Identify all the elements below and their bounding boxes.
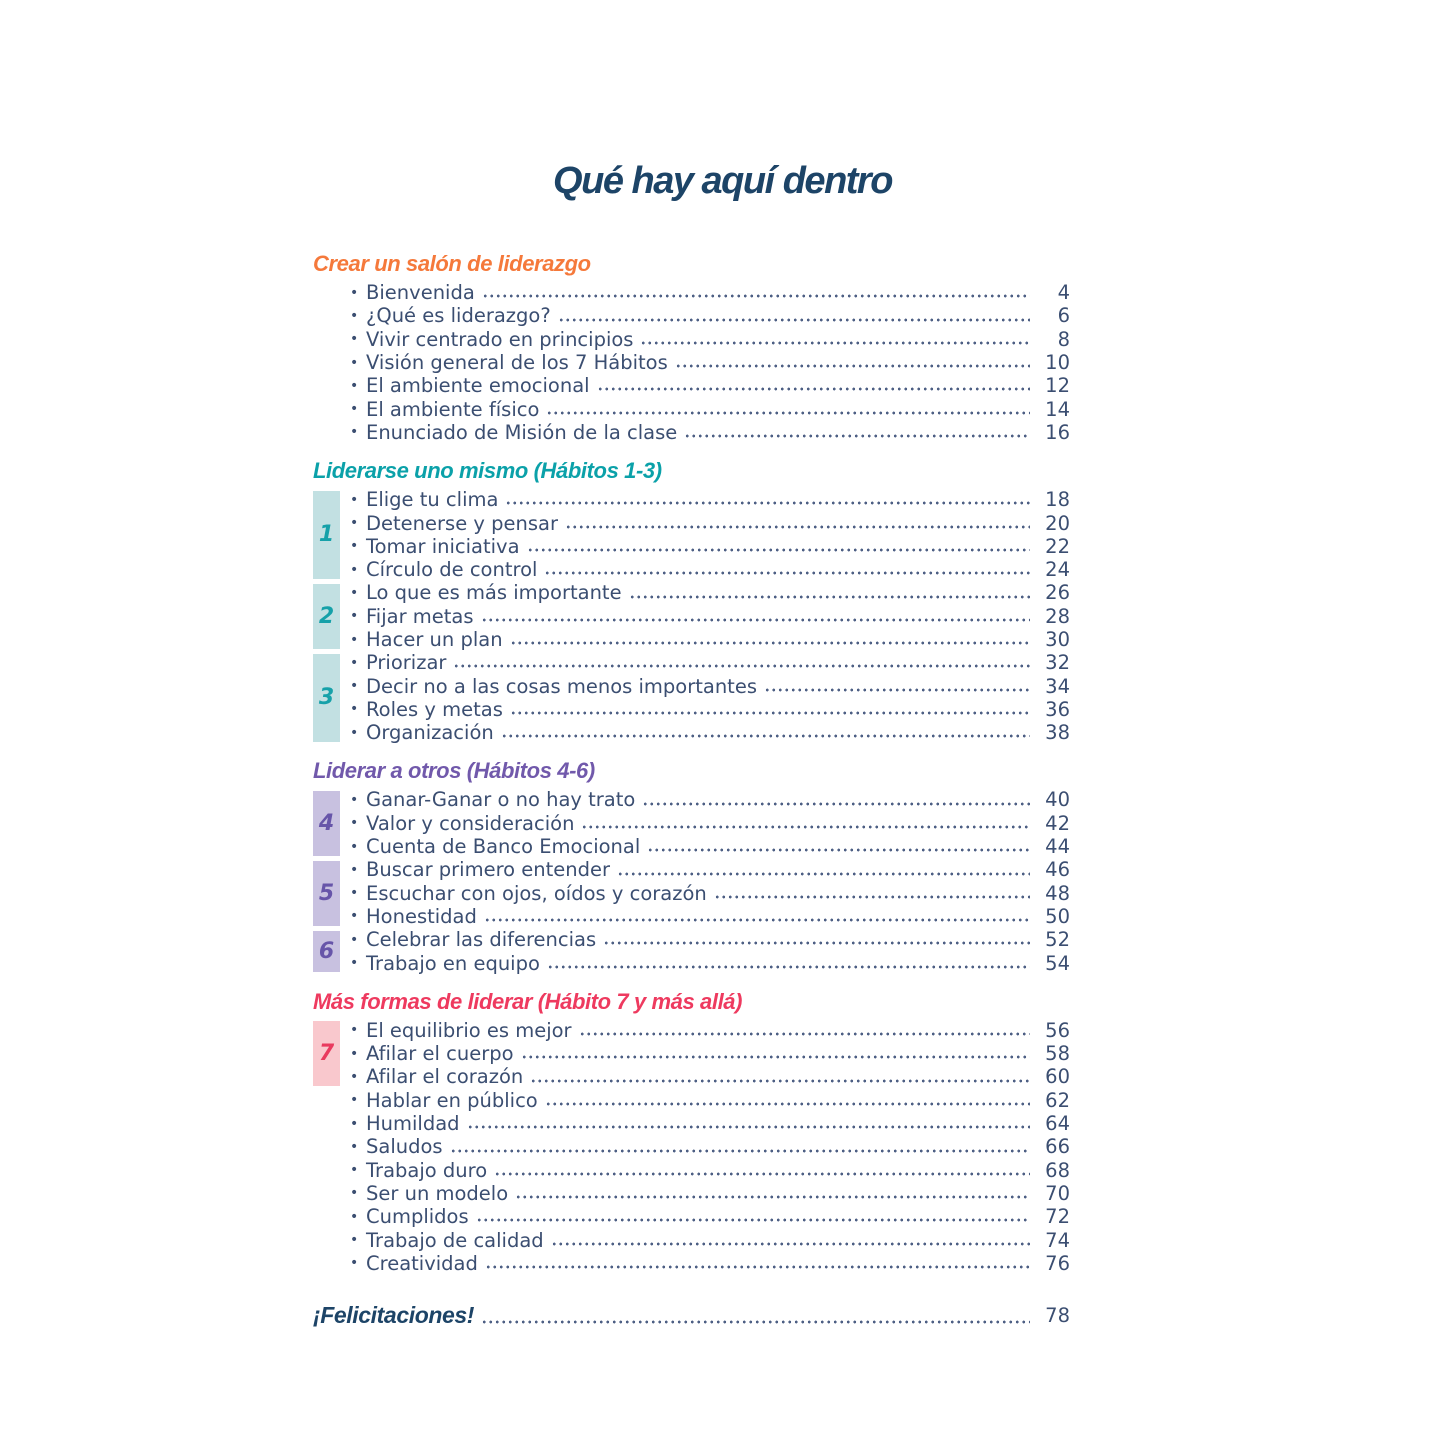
dot-leader — [521, 1055, 1030, 1059]
bullet-icon: • — [350, 791, 359, 808]
dot-leader — [544, 571, 1030, 575]
bullet-icon: • — [350, 538, 359, 555]
toc-entry-label: Humildad — [366, 1112, 460, 1136]
dot-leader — [481, 618, 1030, 622]
dot-leader — [476, 1218, 1030, 1222]
bullet-icon: • — [350, 838, 359, 855]
section-mas-formas-de-liderar — [313, 989, 1070, 1275]
section-liderarse-uno-mismo — [313, 458, 1070, 744]
group-items — [350, 581, 1070, 651]
section-liderar-a-otros — [313, 758, 1070, 974]
dot-leader — [546, 411, 1030, 415]
toc-entry-page-number: 74 — [1045, 1228, 1070, 1252]
bullet-icon: • — [350, 678, 359, 695]
toc-entry-page-number: 40 — [1045, 788, 1070, 812]
toc-entry-page-number: 66 — [1045, 1135, 1070, 1159]
toc-entry-label: Afilar el corazón — [366, 1065, 524, 1089]
dot-leader — [640, 341, 1030, 345]
dot-leader — [597, 387, 1030, 391]
bullet-icon: • — [350, 331, 359, 348]
toc-entry-label: El equilibrio es mejor — [366, 1018, 572, 1042]
bullet-icon: • — [350, 1068, 359, 1085]
toc-entry — [350, 674, 1070, 697]
toc-entry — [350, 421, 1070, 444]
toc-entry — [350, 882, 1070, 905]
toc-entry-page-number: 16 — [1045, 420, 1070, 444]
bullet-icon: • — [350, 654, 359, 671]
habit-group — [313, 1019, 1070, 1089]
toc-entry — [350, 1205, 1070, 1228]
group-items — [350, 1019, 1070, 1089]
toc-entry-page-number: 64 — [1045, 1112, 1070, 1136]
dot-leader — [565, 525, 1030, 529]
bullet-icon: • — [350, 1232, 359, 1249]
toc-entry-page-number: 4 — [1057, 281, 1070, 305]
toc-entry-page-number: 56 — [1045, 1018, 1070, 1042]
bullet-icon: • — [350, 1022, 359, 1039]
toc-entry-page-number: 70 — [1045, 1181, 1070, 1205]
habit-2-badge: 2 — [313, 584, 340, 649]
bullet-icon: • — [350, 377, 359, 394]
toc-entry-page-number: 26 — [1045, 581, 1070, 605]
dot-leader — [467, 1125, 1030, 1129]
toc-entry-label: Hablar en público — [366, 1088, 538, 1112]
toc-entry-page-number: 36 — [1045, 697, 1070, 721]
toc-entry — [350, 328, 1070, 351]
toc-entry — [350, 535, 1070, 558]
dot-leader — [551, 1242, 1030, 1246]
dot-leader — [515, 1195, 1030, 1199]
dot-leader — [485, 1265, 1030, 1269]
toc-entry-label: Trabajo en equipo — [366, 951, 540, 975]
toc-entry-label: Fijar metas — [366, 604, 474, 628]
toc-entry — [350, 374, 1070, 397]
group-items — [350, 651, 1070, 744]
habit-group — [313, 928, 1070, 975]
group-items — [350, 488, 1070, 581]
toc-entry — [350, 1182, 1070, 1205]
toc-entry — [350, 1112, 1070, 1135]
toc-entry-label: Detenerse y pensar — [366, 511, 558, 535]
toc-entry-label: Visión general de los 7 Hábitos — [366, 351, 668, 375]
toc-entry-label: Afilar el cuerpo — [366, 1042, 514, 1066]
bullet-icon: • — [350, 955, 359, 972]
toc-entry-label: Tomar iniciativa — [366, 534, 520, 558]
habit-badge-column — [313, 1089, 340, 1275]
toc-entry — [350, 397, 1070, 420]
group-items — [350, 281, 1070, 444]
toc-entry — [350, 1065, 1070, 1088]
toc-entry-label: Trabajo duro — [366, 1158, 488, 1182]
dot-leader — [617, 872, 1030, 876]
habit-3-badge: 3 — [313, 654, 340, 742]
toc-entry-label: Honestidad — [366, 904, 477, 928]
bullet-icon: • — [350, 284, 359, 301]
toc-entry — [350, 628, 1070, 651]
toc-entry-page-number: 32 — [1045, 651, 1070, 675]
toc-entry-label: Priorizar — [366, 651, 447, 675]
toc-entry-page-number: 44 — [1045, 835, 1070, 859]
toc-entry-page-number: 76 — [1045, 1251, 1070, 1275]
dot-leader — [579, 1032, 1030, 1036]
toc-entry — [350, 951, 1070, 974]
toc-entry-label: Celebrar las diferencias — [366, 928, 597, 952]
toc-entry — [350, 812, 1070, 835]
habit-badge-column — [313, 581, 340, 651]
dot-leader — [603, 941, 1030, 945]
bullet-icon: • — [350, 1092, 359, 1109]
dot-leader — [527, 548, 1030, 552]
habit-1-badge: 1 — [313, 491, 340, 579]
toc-entry-label: Cuenta de Banco Emocional — [366, 835, 641, 859]
toc-entry-page-number: 48 — [1045, 881, 1070, 905]
toc-entry — [350, 1252, 1070, 1275]
page-title: Qué hay aquí dentro — [553, 160, 892, 202]
toc-entry — [350, 698, 1070, 721]
bullet-icon: • — [350, 701, 359, 718]
toc-entry-page-number: 10 — [1045, 351, 1070, 375]
habit-group — [313, 581, 1070, 651]
section-heading: Liderar a otros (Hábitos 4-6) — [313, 758, 595, 784]
toc-entry — [350, 835, 1070, 858]
toc-entry — [350, 928, 1070, 951]
toc-entry-page-number: 20 — [1045, 511, 1070, 535]
toc-entry-label: Cumplidos — [366, 1205, 469, 1229]
toc-entry-label: Círculo de control — [366, 558, 538, 582]
toc-entry-page-number: 50 — [1045, 904, 1070, 928]
footer-entry — [313, 1302, 1070, 1330]
toc-entry-page-number: 30 — [1045, 628, 1070, 651]
bullet-icon: • — [350, 1162, 359, 1179]
dot-leader — [764, 688, 1030, 692]
dot-leader — [558, 318, 1030, 322]
dot-leader — [450, 1149, 1030, 1153]
toc-entry-label: Creatividad — [366, 1251, 478, 1275]
toc-entry-label: Bienvenida — [366, 281, 475, 305]
toc-entry — [350, 511, 1070, 534]
toc-entry-label: Roles y metas — [366, 697, 503, 721]
toc-entry — [350, 304, 1070, 327]
section-heading: Liderarse uno mismo (Hábitos 1-3) — [313, 458, 662, 484]
toc-entry — [350, 788, 1070, 811]
habit-group — [313, 1089, 1070, 1275]
toc-entry-label: Lo que es más importante — [366, 581, 622, 605]
footer-page-number: 78 — [1045, 1304, 1070, 1328]
toc-entry-label: Organización — [366, 721, 494, 745]
dot-leader — [684, 434, 1030, 438]
bullet-icon: • — [350, 608, 359, 625]
toc-entry — [350, 581, 1070, 604]
toc-entry — [350, 1159, 1070, 1182]
toc-entry-page-number: 68 — [1045, 1158, 1070, 1182]
habit-badge-column — [313, 651, 340, 744]
group-items — [350, 858, 1070, 928]
dot-leader — [453, 664, 1030, 668]
toc-entry — [350, 651, 1070, 674]
toc-entry-page-number: 38 — [1045, 721, 1070, 745]
bullet-icon: • — [350, 931, 359, 948]
dot-leader — [642, 802, 1030, 806]
habit-6-badge: 6 — [313, 931, 340, 973]
toc-entry-page-number: 54 — [1045, 951, 1070, 975]
dot-leader — [501, 734, 1030, 738]
habit-badge-column — [313, 1019, 340, 1089]
toc-entry-page-number: 8 — [1057, 327, 1070, 351]
dot-leader — [530, 1079, 1030, 1083]
group-items — [350, 928, 1070, 975]
toc-entry-label: Enunciado de Misión de la clase — [366, 420, 678, 444]
toc-entry — [350, 488, 1070, 511]
toc-entry-label: El ambiente emocional — [366, 374, 590, 398]
toc-entry-page-number: 28 — [1045, 604, 1070, 628]
bullet-icon: • — [350, 885, 359, 902]
toc-entry — [350, 558, 1070, 581]
habit-badge-column — [313, 488, 340, 581]
habit-group — [313, 281, 1070, 444]
toc-entry-label: El ambiente físico — [366, 397, 540, 421]
dot-leader — [482, 294, 1030, 298]
section-crear-salon-liderazgo — [313, 251, 1070, 444]
toc-entry-label: Valor y consideración — [366, 811, 575, 835]
bullet-icon: • — [350, 354, 359, 371]
toc-entry-label: Vivir centrado en principios — [366, 327, 634, 351]
toc-entry-page-number: 52 — [1045, 928, 1070, 952]
toc-entry-label: Escuchar con ojos, oídos y corazón — [366, 881, 707, 905]
toc-entry — [350, 1228, 1070, 1251]
toc-entry-page-number: 34 — [1045, 674, 1070, 698]
toc-entry-page-number: 22 — [1045, 534, 1070, 558]
habit-badge-column — [313, 281, 340, 444]
dot-leader — [505, 501, 1030, 505]
bullet-icon: • — [350, 861, 359, 878]
dot-leader — [714, 895, 1030, 899]
toc-entry-label: Saludos — [366, 1135, 443, 1159]
bullet-icon: • — [350, 584, 359, 601]
toc-entry — [350, 605, 1070, 628]
toc-entry-page-number: 62 — [1045, 1088, 1070, 1112]
toc-entry-label: Elige tu clima — [366, 488, 499, 512]
bullet-icon: • — [350, 491, 359, 508]
habit-badge-column — [313, 928, 340, 975]
group-items — [350, 1089, 1070, 1275]
toc-entry-page-number: 12 — [1045, 374, 1070, 398]
toc-entry-page-number: 42 — [1045, 811, 1070, 835]
toc-entry-label: Hacer un plan — [366, 628, 503, 651]
toc-entry — [350, 721, 1070, 744]
habit-badge-column — [313, 788, 340, 858]
bullet-icon: • — [350, 1138, 359, 1155]
footer-label: ¡Felicitaciones! — [313, 1302, 475, 1329]
dot-leader — [647, 848, 1030, 852]
dot-leader — [510, 641, 1030, 645]
dot-leader — [581, 825, 1030, 829]
toc-entry — [350, 1042, 1070, 1065]
toc-entry-page-number: 14 — [1045, 397, 1070, 421]
dot-leader — [675, 364, 1030, 368]
habit-4-badge: 4 — [313, 791, 340, 856]
dot-leader — [481, 1320, 1030, 1324]
toc-entry — [350, 1135, 1070, 1158]
group-items — [350, 788, 1070, 858]
bullet-icon: • — [350, 631, 359, 648]
dot-leader — [510, 711, 1030, 715]
habit-group — [313, 651, 1070, 744]
toc-entry-label: Trabajo de calidad — [366, 1228, 544, 1252]
bullet-icon: • — [350, 1185, 359, 1202]
toc-entry-page-number: 46 — [1045, 858, 1070, 882]
toc-entry — [350, 905, 1070, 928]
section-heading: Crear un salón de liderazgo — [313, 251, 591, 276]
toc-entry-page-number: 18 — [1045, 488, 1070, 512]
dot-leader — [545, 1102, 1030, 1106]
bullet-icon: • — [350, 307, 359, 324]
toc-entry-page-number: 60 — [1045, 1065, 1070, 1089]
dot-leader — [629, 595, 1030, 599]
bullet-icon: • — [350, 401, 359, 418]
toc-entry — [350, 1089, 1070, 1112]
toc-entry-page-number: 6 — [1057, 304, 1070, 328]
habit-group — [313, 488, 1070, 581]
toc-entry — [350, 281, 1070, 304]
habit-group — [313, 788, 1070, 858]
bullet-icon: • — [350, 561, 359, 578]
bullet-icon: • — [350, 424, 359, 441]
toc-entry-page-number: 24 — [1045, 558, 1070, 582]
toc-entry-label: Buscar primero entender — [366, 858, 611, 882]
toc-entry-label: Decir no a las cosas menos importantes — [366, 674, 757, 698]
bullet-icon: • — [350, 1045, 359, 1062]
toc-entry-label: ¿Qué es liderazgo? — [366, 304, 551, 328]
bullet-icon: • — [350, 1115, 359, 1132]
bullet-icon: • — [350, 815, 359, 832]
section-heading: Más formas de liderar (Hábito 7 y más allá) — [313, 988, 743, 1014]
toc-content — [313, 251, 1070, 1330]
bullet-icon: • — [350, 1208, 359, 1225]
bullet-icon: • — [350, 515, 359, 532]
toc-entry-page-number: 72 — [1045, 1205, 1070, 1229]
dot-leader — [484, 918, 1030, 922]
habit-group — [313, 858, 1070, 928]
bullet-icon: • — [350, 1255, 359, 1272]
toc-sections — [313, 251, 1070, 1275]
toc-entry — [350, 351, 1070, 374]
toc-entry — [350, 858, 1070, 881]
dot-leader — [494, 1172, 1030, 1176]
toc-entry — [350, 1019, 1070, 1042]
bullet-icon: • — [350, 908, 359, 925]
dot-leader — [547, 965, 1030, 969]
habit-5-badge: 5 — [313, 861, 340, 926]
toc-entry-page-number: 58 — [1045, 1042, 1070, 1066]
habit-7-badge: 7 — [313, 1021, 340, 1086]
bullet-icon: • — [350, 724, 359, 741]
habit-badge-column — [313, 858, 340, 928]
toc-entry-label: Ganar-Ganar o no hay trato — [366, 788, 636, 812]
toc-entry-label: Ser un modelo — [366, 1181, 509, 1205]
